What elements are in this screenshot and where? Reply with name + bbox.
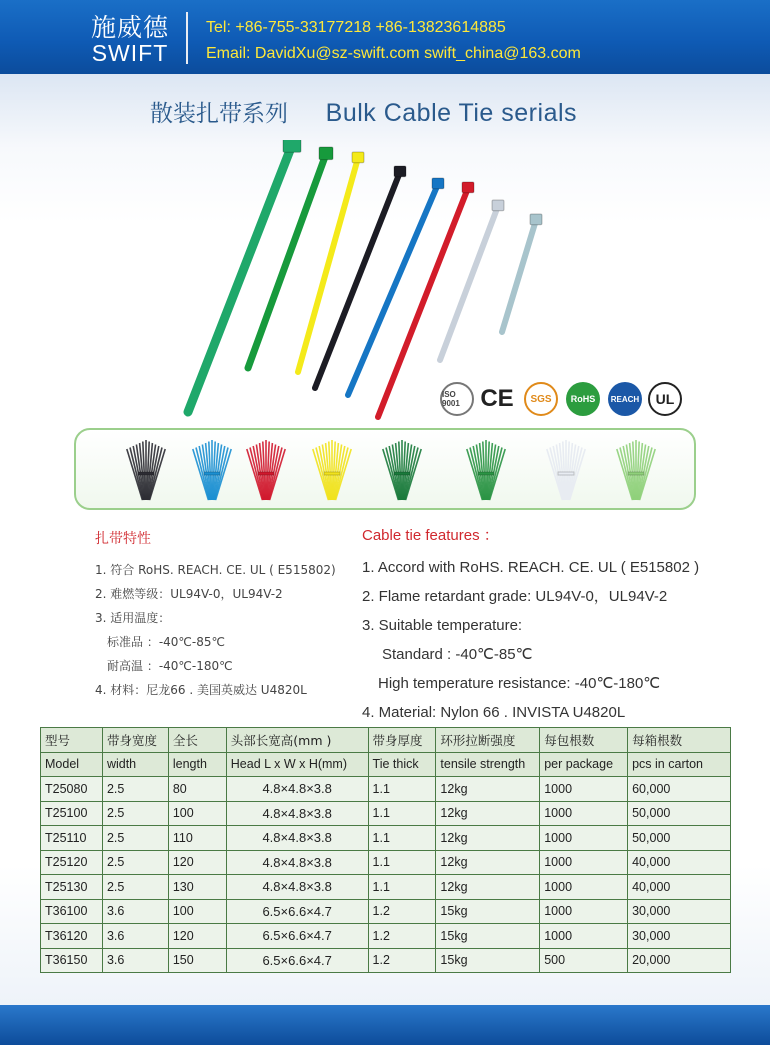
cell-model: T25100 [41, 801, 103, 826]
iso-label: ISO 9001 [442, 390, 460, 408]
cable-tie-4 [315, 172, 400, 388]
header-en-tensile: tensile strength [436, 752, 540, 777]
cell-package: 1000 [540, 826, 628, 851]
contact-email: Email: DavidXu@sz-swift.com swift_china@163.com [206, 45, 581, 62]
cell-model: T25110 [41, 826, 103, 851]
table-row [41, 948, 731, 973]
features-cn-heading: 扎带特性 [95, 531, 151, 547]
cell-tensile: 12kg [436, 826, 540, 851]
ul-icon [648, 382, 682, 416]
cell-length: 100 [168, 801, 226, 826]
table-row [41, 826, 731, 851]
cell-head: 6.5×6.6×4.7 [226, 948, 368, 973]
cell-package: 1000 [540, 924, 628, 949]
tie-bundle-6 [467, 440, 505, 500]
cell-head: 4.8×4.8×3.8 [226, 875, 368, 900]
logo-divider [186, 12, 188, 64]
cell-thick: 1.1 [368, 850, 436, 875]
features-en-item-6: 4. Material: Nylon 66 . INVISTA U4820L [362, 704, 626, 721]
cell-package: 1000 [540, 875, 628, 900]
cell-tensile: 15kg [436, 899, 540, 924]
header-cn-length: 全长 [168, 728, 226, 753]
certification-logos [440, 382, 685, 426]
page-title [150, 95, 577, 128]
header-banner [0, 0, 770, 74]
tie-bundle-3 [247, 440, 285, 500]
cell-thick: 1.1 [368, 777, 436, 802]
cable-tie-head-5 [432, 178, 444, 189]
cell-length: 120 [168, 850, 226, 875]
cell-width: 3.6 [102, 899, 168, 924]
header-cn-package: 每包根数 [540, 728, 628, 753]
cell-carton: 20,000 [628, 948, 731, 973]
features-cn-item-1: 1. 符合 RoHS. REACH. CE. UL ( E515802) [95, 563, 336, 577]
header-en-head: Head L x W x H(mm) [226, 752, 368, 777]
cell-package: 1000 [540, 899, 628, 924]
cell-head: 4.8×4.8×3.8 [226, 850, 368, 875]
cell-tensile: 15kg [436, 924, 540, 949]
ce-label: CE [480, 385, 514, 412]
cell-package: 1000 [540, 801, 628, 826]
cell-head: 4.8×4.8×3.8 [226, 777, 368, 802]
cable-tie-head-1 [283, 140, 301, 152]
features-cn-item-2: 2. 难燃等级：UL94V-0，UL94V-2 [95, 587, 283, 601]
cell-thick: 1.2 [368, 924, 436, 949]
header-en-package: per package [540, 752, 628, 777]
cell-model: T25120 [41, 850, 103, 875]
cell-carton: 50,000 [628, 801, 731, 826]
table-row [41, 899, 731, 924]
cell-length: 120 [168, 924, 226, 949]
cable-tie-head-2 [319, 147, 333, 160]
cell-width: 3.6 [102, 948, 168, 973]
reach-icon [608, 382, 642, 416]
cell-length: 100 [168, 899, 226, 924]
features-en-item-4: Standard : -40℃-85℃ [382, 646, 533, 663]
cell-package: 1000 [540, 777, 628, 802]
header-cn-model: 型号 [41, 728, 103, 753]
cell-thick: 1.2 [368, 948, 436, 973]
cell-carton: 30,000 [628, 924, 731, 949]
cell-head: 4.8×4.8×3.8 [226, 826, 368, 851]
cable-tie-head-4 [394, 166, 406, 177]
cell-length: 110 [168, 826, 226, 851]
table-body [41, 777, 731, 973]
header-en-length: length [168, 752, 226, 777]
table-row [41, 875, 731, 900]
cell-carton: 40,000 [628, 850, 731, 875]
cable-tie-head-8 [530, 214, 542, 225]
cell-carton: 40,000 [628, 875, 731, 900]
cell-carton: 50,000 [628, 826, 731, 851]
footer-banner [0, 1005, 770, 1045]
table-row [41, 924, 731, 949]
cell-thick: 1.2 [368, 899, 436, 924]
cell-length: 130 [168, 875, 226, 900]
features-chinese [95, 528, 336, 702]
cable-tie-head-6 [462, 182, 474, 193]
features-cn-item-3: 3. 适用温度： [95, 611, 171, 625]
tie-bundle-1 [127, 440, 165, 500]
cell-model: T36150 [41, 948, 103, 973]
tie-bundles-illustration [76, 430, 694, 508]
cell-package: 500 [540, 948, 628, 973]
features-en-item-2: 2. Flame retardant grade: UL94V-0，UL94V-2 [362, 588, 668, 605]
iso-9001-icon [440, 382, 474, 416]
features-en-item-1: 1. Accord with RoHS. REACH. CE. UL ( E515802 ) [362, 559, 700, 576]
cell-head: 4.8×4.8×3.8 [226, 801, 368, 826]
cell-tensile: 12kg [436, 875, 540, 900]
logo-chinese: 施威德 [90, 13, 169, 42]
features-en-heading: Cable tie features ： [362, 527, 499, 544]
features-en-item-3: 3. Suitable temperature: [362, 617, 523, 634]
title-chinese: 散装扎带系列 [150, 101, 288, 127]
tie-bundles-strip [74, 428, 696, 510]
cell-package: 1000 [540, 850, 628, 875]
header-cn-head: 头部长宽高(mm ) [226, 728, 368, 753]
cell-thick: 1.1 [368, 801, 436, 826]
cell-model: T25130 [41, 875, 103, 900]
features-cn-item-5: 耐高温 ：-40℃-180℃ [107, 659, 233, 673]
cell-carton: 60,000 [628, 777, 731, 802]
tie-bundle-8 [617, 440, 655, 500]
table-row [41, 850, 731, 875]
header-en-model: Model [41, 752, 103, 777]
tie-bundle-7 [547, 440, 585, 500]
title-english: Bulk Cable Tie serials [325, 99, 578, 127]
sgs-label: SGS [530, 393, 552, 405]
reach-label: REACH [610, 394, 640, 404]
cell-thick: 1.1 [368, 875, 436, 900]
rohs-icon [566, 382, 600, 416]
cell-head: 6.5×6.6×4.7 [226, 924, 368, 949]
cell-model: T36120 [41, 924, 103, 949]
table-row [41, 801, 731, 826]
header-en-thick: Tie thick [368, 752, 436, 777]
cell-width: 2.5 [102, 850, 168, 875]
features-cn-item-4: 标准品 ：-40℃-85℃ [107, 635, 225, 649]
header-cn-tensile: 环形拉断强度 [436, 728, 540, 753]
cell-thick: 1.1 [368, 826, 436, 851]
features-english [362, 524, 699, 727]
sgs-icon [524, 382, 558, 416]
ce-icon [480, 382, 514, 416]
cell-width: 2.5 [102, 777, 168, 802]
cell-tensile: 12kg [436, 850, 540, 875]
table-header-row-en [41, 752, 731, 777]
cable-tie-5 [348, 184, 438, 395]
contact-phone: Tel: +86-755-33177218 +86-13823614885 [206, 19, 506, 36]
cell-width: 3.6 [102, 924, 168, 949]
cell-length: 150 [168, 948, 226, 973]
header-cn-thick: 带身厚度 [368, 728, 436, 753]
features-en-item-5: High temperature resistance: -40℃-180℃ [378, 675, 661, 692]
cell-width: 2.5 [102, 826, 168, 851]
cell-width: 2.5 [102, 875, 168, 900]
ul-label: UL [655, 391, 675, 407]
cell-carton: 30,000 [628, 899, 731, 924]
header-en-width: width [102, 752, 168, 777]
header-en-carton: pcs in carton [628, 752, 731, 777]
cable-tie-2 [248, 154, 326, 368]
cell-model: T36100 [41, 899, 103, 924]
cable-tie-head-3 [352, 152, 364, 163]
cable-tie-3 [298, 158, 358, 372]
header-cn-width: 带身宽度 [102, 728, 168, 753]
cell-tensile: 12kg [436, 801, 540, 826]
header-cn-carton: 每箱根数 [628, 728, 731, 753]
tie-bundle-5 [383, 440, 421, 500]
tie-bundle-2 [193, 440, 231, 500]
cell-tensile: 12kg [436, 777, 540, 802]
cable-tie-1 [188, 145, 292, 412]
cable-tie-8 [502, 220, 536, 332]
cell-model: T25080 [41, 777, 103, 802]
cell-head: 6.5×6.6×4.7 [226, 899, 368, 924]
cell-tensile: 15kg [436, 948, 540, 973]
table-header-row-cn [41, 728, 731, 753]
spec-table [40, 727, 731, 973]
table-row [41, 777, 731, 802]
logo-english: SWIFT [91, 40, 169, 66]
tie-bundle-4 [313, 440, 351, 500]
features-cn-item-6: 4. 材料：尼龙66 . 美国英威达 U4820L [95, 683, 307, 697]
cell-width: 2.5 [102, 801, 168, 826]
rohs-label: RoHS [570, 394, 596, 404]
cable-tie-head-7 [492, 200, 504, 211]
cell-length: 80 [168, 777, 226, 802]
